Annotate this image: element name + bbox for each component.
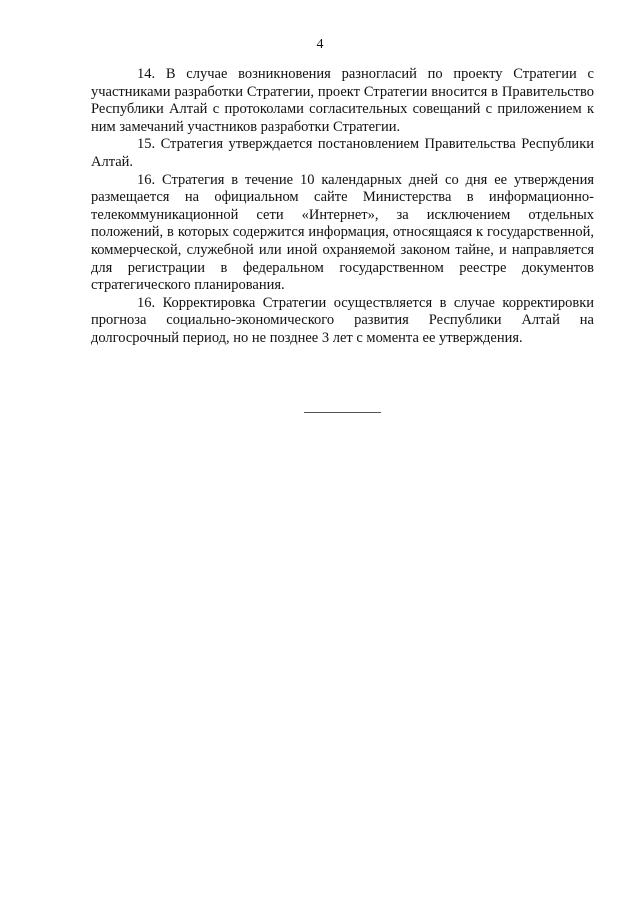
- paragraph-15: 15. Стратегия утверждается постановлением Правительства Республики Алтай.: [91, 136, 594, 170]
- document-body: [91, 66, 594, 348]
- end-divider: [304, 412, 381, 413]
- paragraph-16-publication: 16. Стратегия в течение 10 календарных дней со дня ее утверждения размещается на официальном сайте Министерства в информационно-телекоммуникационной сети «Интернет», за исключением отдельных положений, в которых содержится информация, относящаяся к государственной, коммерческой, служебной или иной охраняемой законом тайне, и направляется для регистрации в федеральном государственном реестре документов стратегического планирования.: [91, 171, 594, 294]
- page-number: 4: [316, 37, 324, 52]
- paragraph-14: 14. В случае возникновения разногласий по проекту Стратегии с участниками разработки Стратегии, проект Стратегии вносится в Правительство Республики Алтай с протоколами согласительных совещаний с приложением к ним замечаний участников разработки Стратегии.: [91, 66, 594, 135]
- paragraph-16-adjustment: 16. Корректировка Стратегии осуществляется в случае корректировки прогноза социально-экономического развития Республики Алтай на долгосрочный период, но не позднее 3 лет с момента ее утверждения.: [91, 294, 594, 346]
